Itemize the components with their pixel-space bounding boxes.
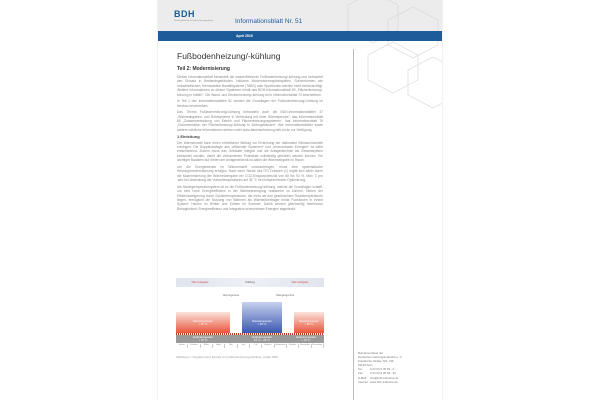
header-bar bbox=[158, 31, 442, 41]
month-label: Januar bbox=[176, 344, 188, 348]
issue-date: April 2019 bbox=[236, 33, 253, 38]
address-line: Bundesverband der bbox=[358, 351, 384, 355]
zone-label: Heizungszone bbox=[222, 294, 240, 297]
ground-label: Außentemperatur < 15 °C bbox=[192, 336, 214, 342]
address-line: 51145 Köln bbox=[358, 363, 373, 368]
month-label: August bbox=[262, 344, 274, 348]
month-label: Mai bbox=[225, 344, 237, 348]
address-line: Frankfurter Straße 720–726 bbox=[358, 359, 394, 364]
month-label: November bbox=[299, 344, 310, 346]
month-label: Februar bbox=[188, 344, 200, 348]
month-label: April bbox=[213, 344, 225, 348]
info-sheet-title: Informationsblatt Nr. 51 bbox=[235, 18, 303, 25]
block-label: Raumtemperatur > 20 °C bbox=[299, 320, 319, 326]
page-title: Fußbodenheizung/-kühlung bbox=[177, 51, 281, 61]
month-label: Dezember bbox=[312, 344, 323, 346]
body-text bbox=[177, 75, 323, 213]
figure-caption: Abbildung 1: Vorgaben beim Einsatz von Fußbodenheizung/-kühlung; Quelle: BDH bbox=[176, 355, 279, 359]
month-label: März bbox=[201, 344, 213, 348]
address-block bbox=[358, 351, 440, 384]
contact-fax: Fax 0 22 03 9 35 93 - 22 bbox=[358, 371, 396, 376]
block-label: Raumtemperatur < 26 °C bbox=[252, 320, 272, 326]
contact-phone: Tel. 0 22 03 9 35 93 - 0 bbox=[358, 367, 395, 372]
paragraph: Als Niedrigtemperatursystem ist es die Fußbodenheizung/-kühlung, welche die Grundlagen schafft, um eine hohe Energieeffizienz in der Wärmeerzeugung realisieren zu können. Neben der Effizienzsteigerung durch Systemtemperaturen, die mehr als den gewünschten Raumtemperaturen liegen, ermöglicht die Nutzung von Wärmen als Wärmeübertrager beide Funktionen in einem System: Heizen im Winter und Kühlen im Sommer. Damit werden gleichzeitig thermische Behaglichkeit, Energieeffizienz und Integration erneuerbarer Energien abgedeckt. bbox=[177, 184, 323, 211]
paragraph: In Teil 1 des Informationsblattes 51 werden die Grundlagen der Fußbodenheizung/-kühlung im Neubau beschrieben. bbox=[177, 99, 323, 108]
ground-label: Außentemperatur < 15 °C bbox=[295, 336, 317, 342]
cool-block bbox=[242, 302, 282, 333]
hexagon-decoration bbox=[328, 0, 442, 110]
month-label: Juli bbox=[250, 344, 262, 348]
page-subtitle: Teil 2: Modernisierung bbox=[177, 66, 230, 72]
month-label: September bbox=[274, 344, 286, 346]
document-page bbox=[158, 0, 442, 400]
month-label: Oktober bbox=[287, 344, 299, 348]
top-label: Kühlung bbox=[245, 281, 255, 284]
column-divider bbox=[353, 49, 354, 400]
logo-subtitle: Bundesverband der Deutschen Heizungsindustrie bbox=[174, 20, 214, 22]
bdh-logo: BDH bbox=[174, 9, 195, 19]
figure-heating-cooling bbox=[176, 278, 324, 348]
ground-label: Außentemperatur 15 °C – 26 °C bbox=[251, 336, 273, 342]
paragraph: Um die Energiewende im Wärmemarkt voranzubringen, muss eine systematische Heizungsmodernisierung erfolgen. Nach einer Studie des ITG Dresden (1) ergibt sich allein durch die Modernisierung der Wärmeübergabe ein CO2-Einsparpotenzial von 80 bis 93 %. Max. 1 pro Jahr bei Absenkung der Vorlauftemperaturen auf 35 °C bei entsprechender Optimierung. bbox=[177, 164, 323, 183]
contact-website[interactable]: Internet www.bdh-industrie.de bbox=[358, 379, 398, 384]
paragraph: Der Wärmemarkt kann einen erheblichen Beitrag zur Erreichung der nationalen Klimaschutzziele erbringen. Die Doppelstrategie aus „effizienter Systemen“ und „erneuerbaren Energien“ ist dafür entscheidend. Zudem muss das Gebäude integral und die Anlagentechnik als Gesamtsystem betrachtet werden, damit die vorhandenen Potentiale vollständig gehoben werden können. Ein wichtiger Baustein auf Seiten der Anlagentechnik ist dabei die Wärmeabgabe im Raum. bbox=[177, 140, 323, 163]
address-line: Deutschen Heizungsindustrie e. V. bbox=[358, 355, 403, 360]
month-axis bbox=[176, 344, 324, 348]
top-label: Wärmeabgabe bbox=[291, 281, 309, 284]
paragraph: Dieses Informationsblatt behandelt die wasserführende Fußbodenheizung/-kühlung und betrachtet den Einsatz in Bestandsgebäuden. Inklusive Modernisierungsbeispielen. Sonderformen wie Industrieflächen, thermoaktive Bauteilsysteme (TABS) oder Sportböden werden nicht berücksichtigt. Weitere Informationen zu diesen Systemen erhält das BDH-Informationsblatt 69 „Flächenheizung/-kühlung in Hallen“. Die Wand- und Deckenheizung/-kühlung ist in Informationsblatt 73 beschrieben. bbox=[177, 75, 323, 97]
top-label: Wärmeabgabe bbox=[191, 281, 209, 284]
block-label: Raumtemperatur > 20 °C bbox=[193, 320, 213, 326]
month-label: Juni bbox=[238, 344, 250, 348]
zone-label: Übergangszone bbox=[275, 294, 295, 297]
paragraph: Das Thema Fußbodenheizung/-kühlung behandeln auch die BDH-Informationsblätter 37 „Wärmeabgaben- und Rohrsysteme in Verbindung mit einer Wärmepumpe“, das Informationsblatt 65 „Zusammenwirkung von Estrich und Flächenheizungssystemen“, das Informationsblatt 76 „Dokumentation der Flächenheizung/-kühlung in Wohngebäuden“. Alle Informationsblätter sowie weitere nützliche Informationen stehen unter www.flaechenheizung.bdh-ev.de zur Verfügung. bbox=[177, 110, 323, 132]
section-heading: 1 Einleitung bbox=[177, 134, 200, 140]
contact-email[interactable]: E-Mail info@bdh-industrie.de bbox=[358, 375, 399, 380]
